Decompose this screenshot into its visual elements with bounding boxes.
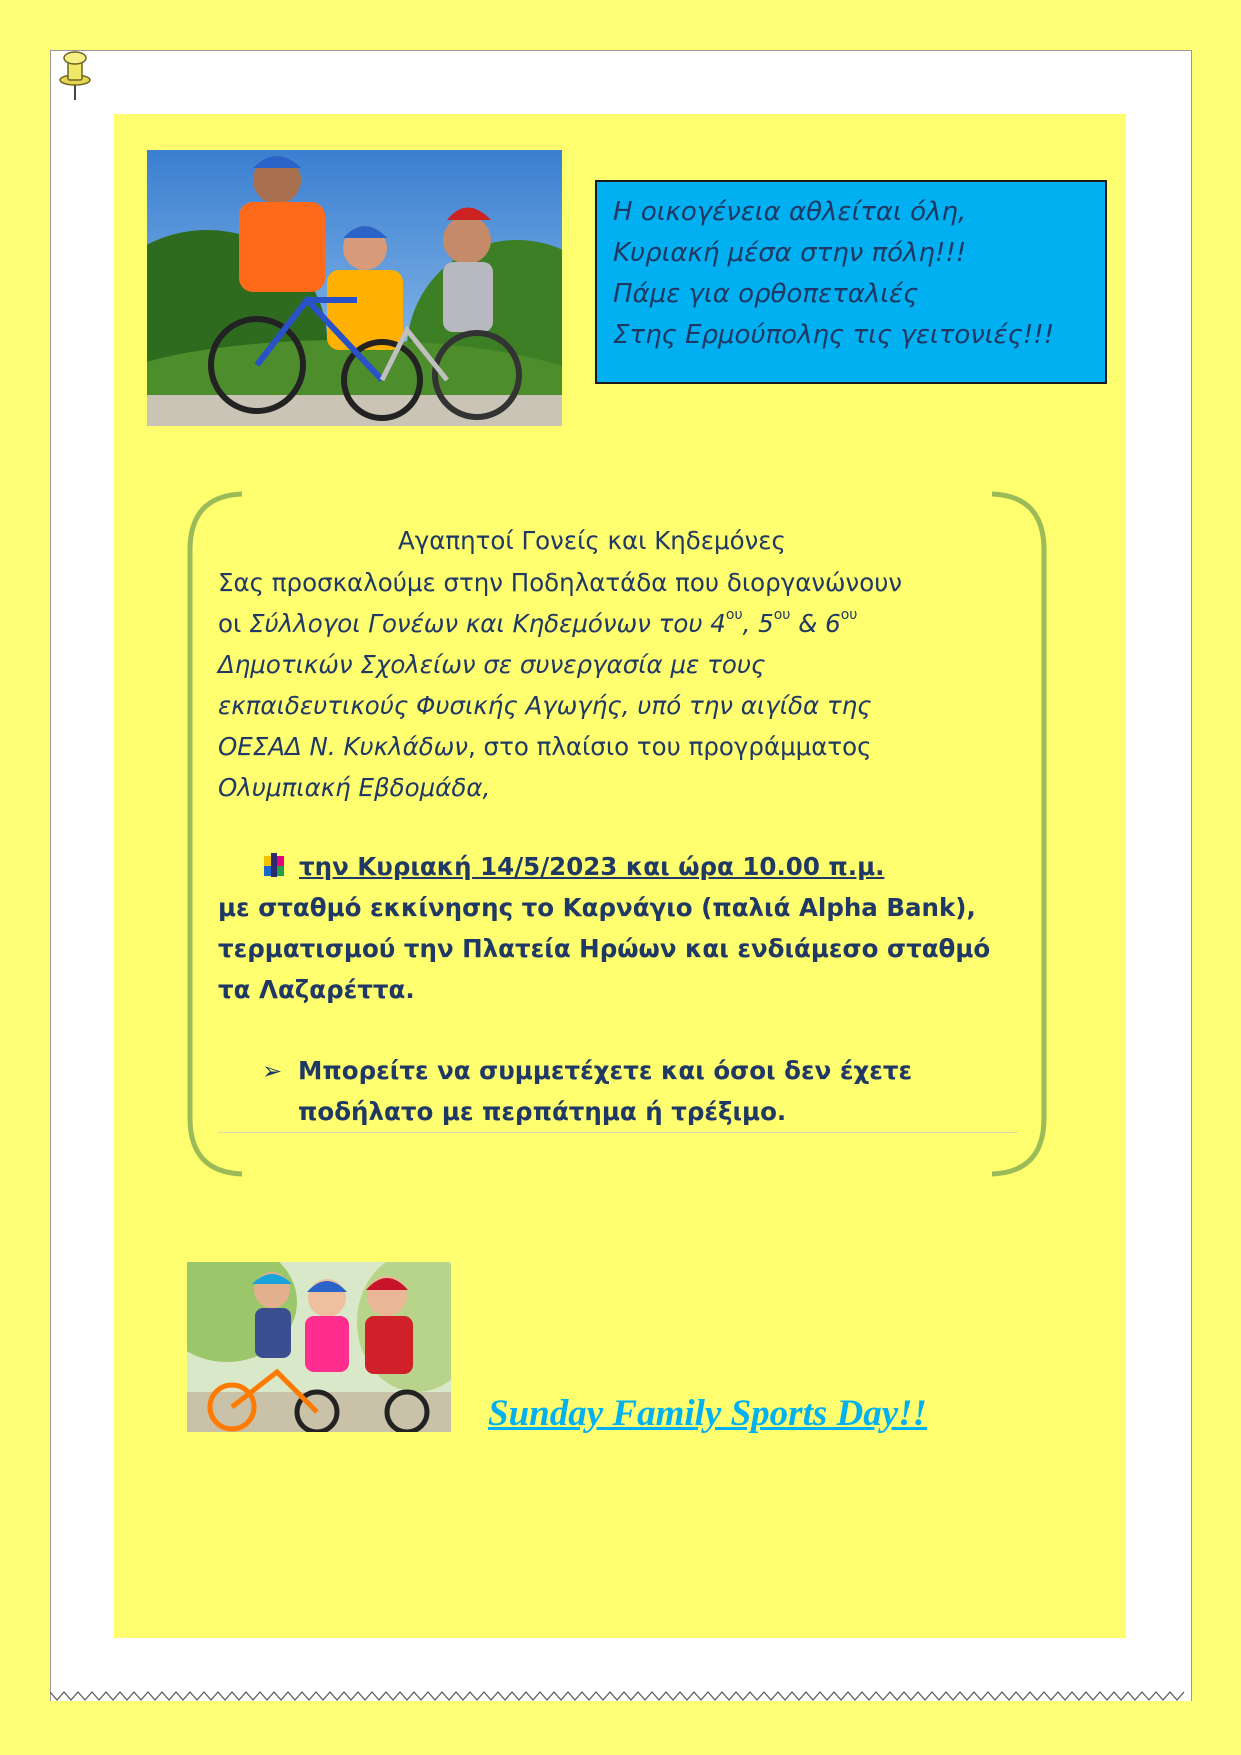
text-run: & 6 (790, 609, 841, 638)
colored-square-bullet-icon (262, 852, 290, 878)
note-line: Μπορείτε να συμμετέχετε και όσοι δεν έχετε (298, 1056, 913, 1085)
route-paragraph (218, 887, 990, 1010)
invitation-line (218, 726, 902, 767)
text-run: , στο πλαίσιο του προγράμματος (467, 732, 872, 761)
pushpin-icon (55, 48, 95, 102)
note-line: ποδήλατο με περπάτημα ή τρέξιμο. (298, 1097, 787, 1126)
poem-line: Στης Ερμούπολης τις γειτονιές!!! (613, 320, 1055, 350)
family-cycling-photo (147, 150, 562, 426)
poem-line: Κυριακή μέσα στην πόλη!!! (613, 238, 967, 268)
invitation-line: Ολυμπιακή Εβδομάδα, (218, 773, 491, 802)
text-run: ΟΕΣΑΔ Ν. Κυκλάδων (218, 732, 468, 761)
invitation-paragraph (218, 562, 902, 808)
route-line: τα Λαζαρέττα. (218, 975, 415, 1004)
superscript: ου (725, 607, 743, 623)
divider (218, 1132, 1018, 1133)
arrow-bullet-icon: ➢ (262, 1057, 283, 1085)
route-line: τερματισμού την Πλατεία Ηρώων και ενδιάμεσο σταθμό (218, 934, 991, 963)
text-run: Σύλλογοι Γονέων και Κηδεμόνων του 4 (249, 609, 726, 638)
greeting-heading: Αγαπητοί Γονείς και Κηδεμόνες (398, 526, 786, 555)
invitation-line: Δημοτικών Σχολείων σε συνεργασία με τους (218, 650, 766, 679)
kids-cycling-photo (187, 1262, 451, 1432)
torn-paper-edge (50, 1686, 1190, 1706)
walk-run-note (298, 1050, 912, 1132)
text-run: , 5 (742, 609, 774, 638)
poem-box (595, 180, 1107, 384)
event-date: την Κυριακή 14/5/2023 και ώρα 10.00 π.μ. (299, 852, 885, 881)
poem-line: Πάμε για ορθοπεταλιές (613, 279, 919, 309)
superscript: ου (773, 607, 791, 623)
route-line: με σταθμό εκκίνησης το Καρνάγιο (παλιά Alpha Bank), (218, 893, 976, 922)
invitation-line: εκπαιδευτικούς Φυσικής Αγωγής, υπό την αιγίδα της (218, 691, 872, 720)
invitation-line (218, 603, 902, 644)
superscript: ου (840, 607, 858, 623)
footer-title: Sunday Family Sports Day!! (488, 1393, 927, 1434)
poem-line: Η οικογένεια αθλείται όλη, (613, 197, 967, 227)
text-run: οι (218, 609, 250, 638)
invitation-line: Σας προσκαλούμε στην Ποδηλατάδα που διοργανώνουν (218, 568, 903, 597)
